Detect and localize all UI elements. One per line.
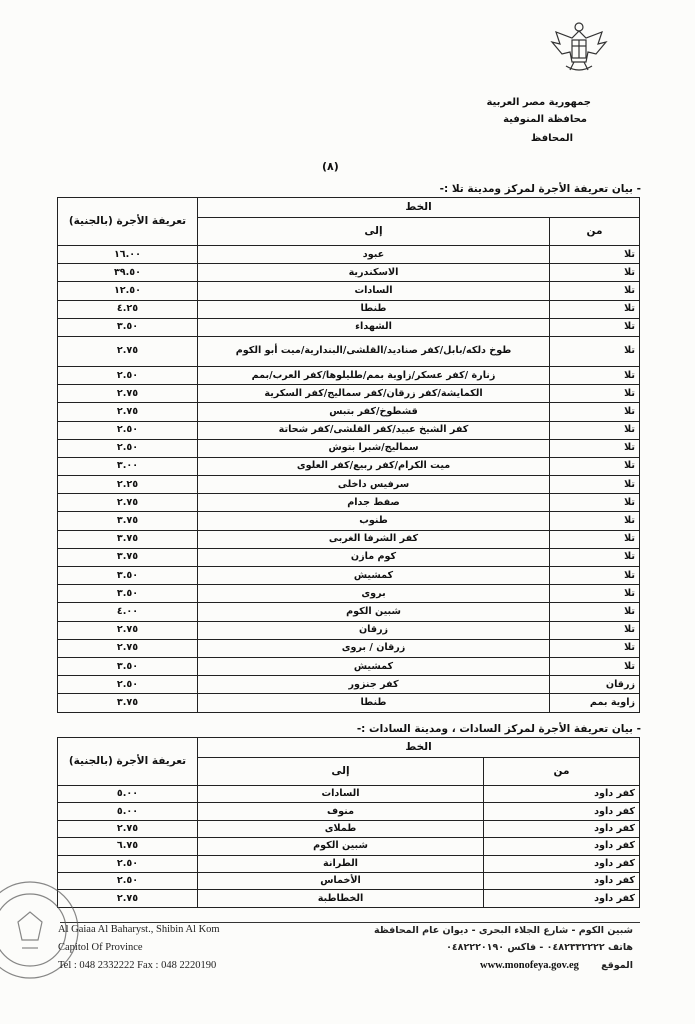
fare-cell: ٤.٠٠ xyxy=(58,603,198,621)
from-cell: تلا xyxy=(550,621,640,639)
to-cell: الشهداء xyxy=(198,318,550,336)
fare-cell: ٢.٥٠ xyxy=(58,872,198,889)
to-cell: قشطوخ/كفر بتبس xyxy=(198,403,550,421)
fare-cell: ٢.٧٥ xyxy=(58,403,198,421)
fare-cell: ١٦.٠٠ xyxy=(58,246,198,264)
footer-site-label: الموقع xyxy=(601,960,633,971)
table-row xyxy=(58,567,640,585)
from-cell: تلا xyxy=(550,476,640,494)
to-cell: زرقان / بروى xyxy=(198,639,550,657)
from-cell: تلا xyxy=(550,421,640,439)
fare-cell: ٢.٧٥ xyxy=(58,820,198,837)
header-office: المحافظ xyxy=(530,133,573,144)
table-row xyxy=(58,403,640,421)
table-row xyxy=(58,300,640,318)
eagle-emblem-icon xyxy=(548,18,610,80)
fare-cell: ٢.٥٠ xyxy=(58,439,198,457)
table-row xyxy=(58,603,640,621)
footer-capital-en: Capitol Of Province xyxy=(58,942,143,953)
table-row xyxy=(58,318,640,336)
from-cell: تلا xyxy=(550,282,640,300)
fare-cell: ٢.٧٥ xyxy=(58,890,198,907)
to-cell: زنارة /كفر عسكر/زاوية بمم/طليلوها/كفر العرب/بمم xyxy=(198,366,550,384)
col-header-line: الخط xyxy=(198,198,640,218)
table-row xyxy=(58,676,640,694)
header-country: جمهورية مصر العربية xyxy=(486,97,591,108)
from-cell: تلا xyxy=(550,300,640,318)
to-cell: سرفيس داخلى xyxy=(198,476,550,494)
page-number: (٨) xyxy=(322,160,339,173)
table-row xyxy=(58,890,640,907)
table-row xyxy=(58,439,640,457)
footer-phone-en: Tel : 048 2332222 Fax : 048 2220190 xyxy=(58,960,217,971)
from-cell: تلا xyxy=(550,494,640,512)
table-row xyxy=(58,530,640,548)
from-cell: تلا xyxy=(550,548,640,566)
table-row xyxy=(58,282,640,300)
table-row xyxy=(58,385,640,403)
fare-cell: ٢.٥٠ xyxy=(58,366,198,384)
fare-cell: ٣.٥٠ xyxy=(58,657,198,675)
from-cell: زاوية بمم xyxy=(550,694,640,712)
col-header-from: من xyxy=(550,218,640,246)
fare-table-sadat xyxy=(57,737,640,908)
table-row xyxy=(58,786,640,803)
from-cell: كفر داود xyxy=(484,803,640,820)
fare-cell: ٣٩.٥٠ xyxy=(58,264,198,282)
from-cell: تلا xyxy=(550,336,640,366)
to-cell: ميت الكرام/كفر ربيع/كفر العلوى xyxy=(198,457,550,475)
to-cell: صفط جدام xyxy=(198,494,550,512)
fare-cell: ٣.٧٥ xyxy=(58,548,198,566)
from-cell: تلا xyxy=(550,457,640,475)
from-cell: زرقان xyxy=(550,676,640,694)
fare-cell: ٢.٧٥ xyxy=(58,639,198,657)
from-cell: تلا xyxy=(550,246,640,264)
fare-cell: ٢.٥٠ xyxy=(58,421,198,439)
fare-cell: ٢.٧٥ xyxy=(58,385,198,403)
from-cell: تلا xyxy=(550,639,640,657)
to-cell: كمشيش xyxy=(198,657,550,675)
fare-cell: ٢.٧٥ xyxy=(58,494,198,512)
to-cell: السادات xyxy=(198,282,550,300)
col-header-line: الخط xyxy=(198,738,640,758)
to-cell: عبود xyxy=(198,246,550,264)
fare-cell: ٣.٠٠ xyxy=(58,457,198,475)
header-governorate: محافظة المنوفية xyxy=(503,114,587,125)
from-cell: كفر داود xyxy=(484,872,640,889)
table-row xyxy=(58,457,640,475)
table-row xyxy=(58,694,640,712)
section2-title: - بيان تعريفة الأجرة لمركز السادات ، ومدينة السادات :- xyxy=(356,723,641,735)
table-row xyxy=(58,838,640,855)
from-cell: تلا xyxy=(550,439,640,457)
section1-title: - بيان تعريفة الأجرة لمركز ومدينة تلا :- xyxy=(439,183,641,195)
footer-address-ar: شبين الكوم - شارع الجلاء البحرى - ديوان عام المحافظة xyxy=(374,925,633,936)
fare-cell: ٢.٢٥ xyxy=(58,476,198,494)
to-cell: طوخ دلكه/بابل/كفر صناديد/القلشى/البندارية/ميت أبو الكوم xyxy=(198,336,550,366)
to-cell: طنوب xyxy=(198,512,550,530)
from-cell: كفر داود xyxy=(484,820,640,837)
to-cell: سماليج/شبرا بتوش xyxy=(198,439,550,457)
to-cell: كمشيش xyxy=(198,567,550,585)
from-cell: تلا xyxy=(550,403,640,421)
table-row xyxy=(58,639,640,657)
to-cell: طملاى xyxy=(198,820,484,837)
fare-cell: ٢.٧٥ xyxy=(58,621,198,639)
footer-address-en: Al Gaiaa Al Baharyst., Shibin Al Kom xyxy=(58,924,220,935)
to-cell: الاسكندرية xyxy=(198,264,550,282)
fare-cell: ٣.٥٠ xyxy=(58,318,198,336)
table-row xyxy=(58,264,640,282)
to-cell: كفر الشيخ عبيد/كفر القلشى/كفر شحاتة xyxy=(198,421,550,439)
table-row xyxy=(58,366,640,384)
table-row xyxy=(58,336,640,366)
from-cell: تلا xyxy=(550,366,640,384)
table-row xyxy=(58,820,640,837)
fare-cell: ٥.٠٠ xyxy=(58,786,198,803)
table-row xyxy=(58,803,640,820)
fare-cell: ٣.٧٥ xyxy=(58,512,198,530)
to-cell: زرقان xyxy=(198,621,550,639)
fare-cell: ٣.٧٥ xyxy=(58,530,198,548)
from-cell: كفر داود xyxy=(484,838,640,855)
to-cell: كفر الشرفا الغربى xyxy=(198,530,550,548)
table-row xyxy=(58,476,640,494)
from-cell: تلا xyxy=(550,567,640,585)
to-cell: طنطا xyxy=(198,694,550,712)
col-header-to: إلى xyxy=(198,758,484,786)
fare-cell: ٢.٥٠ xyxy=(58,676,198,694)
footer-divider xyxy=(60,922,640,923)
to-cell: منوف xyxy=(198,803,484,820)
col-header-fare: تعريفة الأجرة (بالجنية) xyxy=(58,738,198,786)
fare-cell: ٦.٧٥ xyxy=(58,838,198,855)
to-cell: الطرانة xyxy=(198,855,484,872)
table-row xyxy=(58,872,640,889)
col-header-fare: تعريفة الأجرة (بالجنية) xyxy=(58,198,198,246)
from-cell: تلا xyxy=(550,585,640,603)
to-cell: الكمايشة/كفر زرقان/كفر سماليج/كفر السكرية xyxy=(198,385,550,403)
from-cell: تلا xyxy=(550,603,640,621)
fare-cell: ١٢.٥٠ xyxy=(58,282,198,300)
footer-website-link[interactable]: www.monofeya.gov.eg xyxy=(480,960,579,971)
from-cell: تلا xyxy=(550,318,640,336)
from-cell: تلا xyxy=(550,264,640,282)
to-cell: الأخماس xyxy=(198,872,484,889)
to-cell: كوم مازن xyxy=(198,548,550,566)
fare-cell: ٣.٥٠ xyxy=(58,567,198,585)
table-row xyxy=(58,657,640,675)
to-cell: شبين الكوم xyxy=(198,603,550,621)
to-cell: كفر جنزور xyxy=(198,676,550,694)
fare-cell: ٢.٥٠ xyxy=(58,855,198,872)
table-row xyxy=(58,494,640,512)
table-row xyxy=(58,246,640,264)
to-cell: الخطاطبة xyxy=(198,890,484,907)
to-cell: شبين الكوم xyxy=(198,838,484,855)
fare-cell: ٤.٢٥ xyxy=(58,300,198,318)
col-header-from: من xyxy=(484,758,640,786)
table-row xyxy=(58,855,640,872)
table-row xyxy=(58,421,640,439)
from-cell: كفر داود xyxy=(484,890,640,907)
footer-phone-ar: هاتف ٠٤٨٢٣٣٢٢٢٢ - فاكس ٠٤٨٢٢٢٠١٩٠ xyxy=(446,942,633,953)
col-header-to: إلى xyxy=(198,218,550,246)
from-cell: تلا xyxy=(550,530,640,548)
to-cell: طنطا xyxy=(198,300,550,318)
fare-cell: ٢.٧٥ xyxy=(58,336,198,366)
table-row xyxy=(58,512,640,530)
from-cell: تلا xyxy=(550,657,640,675)
to-cell: بروى xyxy=(198,585,550,603)
fare-cell: ٥.٠٠ xyxy=(58,803,198,820)
from-cell: تلا xyxy=(550,512,640,530)
to-cell: السادات xyxy=(198,786,484,803)
fare-table-tala xyxy=(57,197,640,713)
table-row xyxy=(58,548,640,566)
fare-cell: ٣.٧٥ xyxy=(58,694,198,712)
from-cell: تلا xyxy=(550,385,640,403)
fare-cell: ٣.٥٠ xyxy=(58,585,198,603)
from-cell: كفر داود xyxy=(484,855,640,872)
table-row xyxy=(58,585,640,603)
from-cell: كفر داود xyxy=(484,786,640,803)
table-row xyxy=(58,621,640,639)
